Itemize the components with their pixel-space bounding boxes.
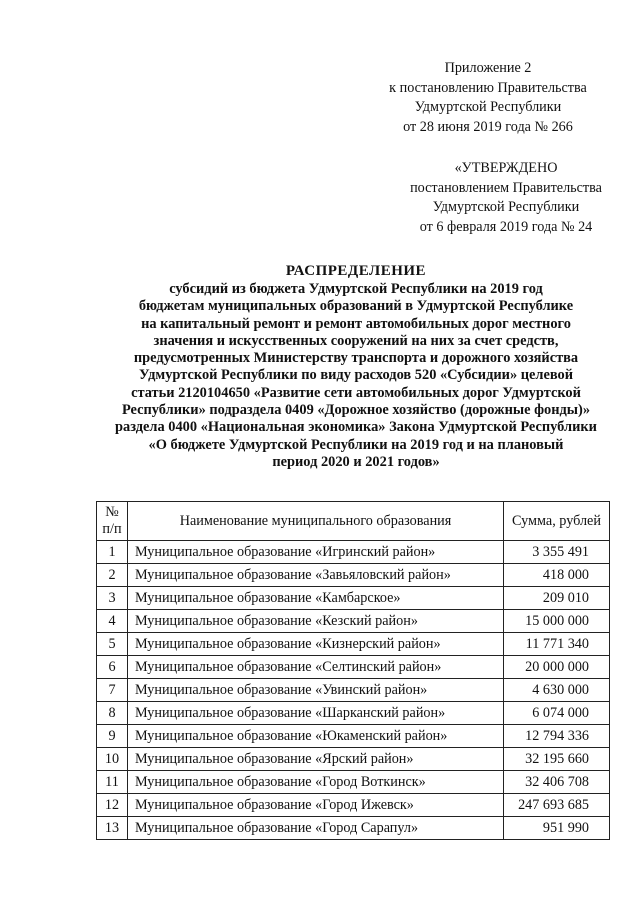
table-row <box>97 633 610 656</box>
table-row <box>97 541 610 564</box>
row-num: 8 <box>97 702 128 725</box>
row-num: 10 <box>97 748 128 771</box>
row-sum: 418 000 <box>504 564 610 587</box>
row-name: Муниципальное образование «Увинский район» <box>128 679 504 702</box>
table-row <box>97 725 610 748</box>
table-row <box>97 679 610 702</box>
row-name: Муниципальное образование «Юкаменский район» <box>128 725 504 748</box>
row-sum: 32 195 660 <box>504 748 610 771</box>
row-num: 1 <box>97 541 128 564</box>
approval-line: постановлением Правительства <box>410 179 602 196</box>
row-name: Муниципальное образование «Ярский район» <box>128 748 504 771</box>
table-row <box>97 610 610 633</box>
row-num: 9 <box>97 725 128 748</box>
row-sum: 20 000 000 <box>504 656 610 679</box>
row-num: 12 <box>97 794 128 817</box>
approval-line: Удмуртской Республики <box>432 199 580 215</box>
row-num: 13 <box>97 817 128 840</box>
table-row <box>97 748 610 771</box>
header-sum: Сумма, рублей <box>504 502 610 541</box>
appendix-block <box>378 59 598 137</box>
approval-line: «УТВЕРЖДЕНО <box>454 160 558 176</box>
table-row <box>97 587 610 610</box>
appendix-line: Приложение 2 <box>444 60 532 76</box>
row-sum: 4 630 000 <box>504 679 610 702</box>
row-sum: 12 794 336 <box>504 725 610 748</box>
row-name: Муниципальное образование «Город Ижевск» <box>128 794 504 817</box>
table-header-row <box>97 502 610 541</box>
row-name: Муниципальное образование «Камбарское» <box>128 587 504 610</box>
row-name: Муниципальное образование «Город Воткинск» <box>128 771 504 794</box>
appendix-line: от 28 июня 2019 года № 266 <box>403 118 573 135</box>
document-title: РАСПРЕДЕЛЕНИЕ <box>285 263 427 279</box>
row-sum: 247 693 685 <box>504 794 610 817</box>
row-num: 2 <box>97 564 128 587</box>
header-num <box>97 502 128 541</box>
table-row <box>97 794 610 817</box>
row-name: Муниципальное образование «Кизнерский район» <box>128 633 504 656</box>
subsidy-table <box>96 501 610 840</box>
header-num-line: № <box>105 504 119 520</box>
approval-block <box>393 159 619 237</box>
row-num: 6 <box>97 656 128 679</box>
row-name: Муниципальное образование «Кезский район» <box>128 610 504 633</box>
document-subtitle: субсидий из бюджета Удмуртской Республики на 2019 год бюджетам муниципальных образований в Удмуртской Республике на капитальный ремонт и ремонт автомобильных дорог местного значения и искусственных сооружений на них за счет средств, предусмотренных Министерству транспорта и дорожного хозяйства Удмуртской Республики по виду расходов 520 «Субсидии» целевой статьи 2120104650 «Развитие сети автомобильных дорог Удмуртской Республики» подраздела 0409 «Дорожное хозяйство (дорожные фонды)» раздела 0400 «Национальная экономика» Закона Удмуртской Республики «О бюджете Удмуртской Республики на 2019 год и на плановый период 2020 и 2021 годов» <box>115 281 597 470</box>
table-row <box>97 702 610 725</box>
row-sum: 11 771 340 <box>504 633 610 656</box>
row-sum: 6 074 000 <box>504 702 610 725</box>
row-sum: 951 990 <box>504 817 610 840</box>
row-sum: 209 010 <box>504 587 610 610</box>
header-name: Наименование муниципального образования <box>128 502 504 541</box>
document-heading <box>100 261 612 471</box>
table-row <box>97 771 610 794</box>
row-name: Муниципальное образование «Игринский район» <box>128 541 504 564</box>
row-num: 11 <box>97 771 128 794</box>
row-sum: 15 000 000 <box>504 610 610 633</box>
appendix-line: Удмуртской Республики <box>414 99 562 115</box>
table-row <box>97 564 610 587</box>
table-row <box>97 817 610 840</box>
row-num: 3 <box>97 587 128 610</box>
row-sum: 32 406 708 <box>504 771 610 794</box>
table-row <box>97 656 610 679</box>
row-name: Муниципальное образование «Селтинский район» <box>128 656 504 679</box>
header-num-line: п/п <box>102 521 122 537</box>
row-num: 4 <box>97 610 128 633</box>
row-name: Муниципальное образование «Завьяловский район» <box>128 564 504 587</box>
row-num: 5 <box>97 633 128 656</box>
row-name: Муниципальное образование «Город Сарапул» <box>128 817 504 840</box>
row-sum: 3 355 491 <box>504 541 610 564</box>
row-name: Муниципальное образование «Шарканский район» <box>128 702 504 725</box>
approval-line: от 6 февраля 2019 года № 24 <box>419 218 593 235</box>
row-num: 7 <box>97 679 128 702</box>
appendix-line: к постановлению Правительства <box>389 79 587 96</box>
